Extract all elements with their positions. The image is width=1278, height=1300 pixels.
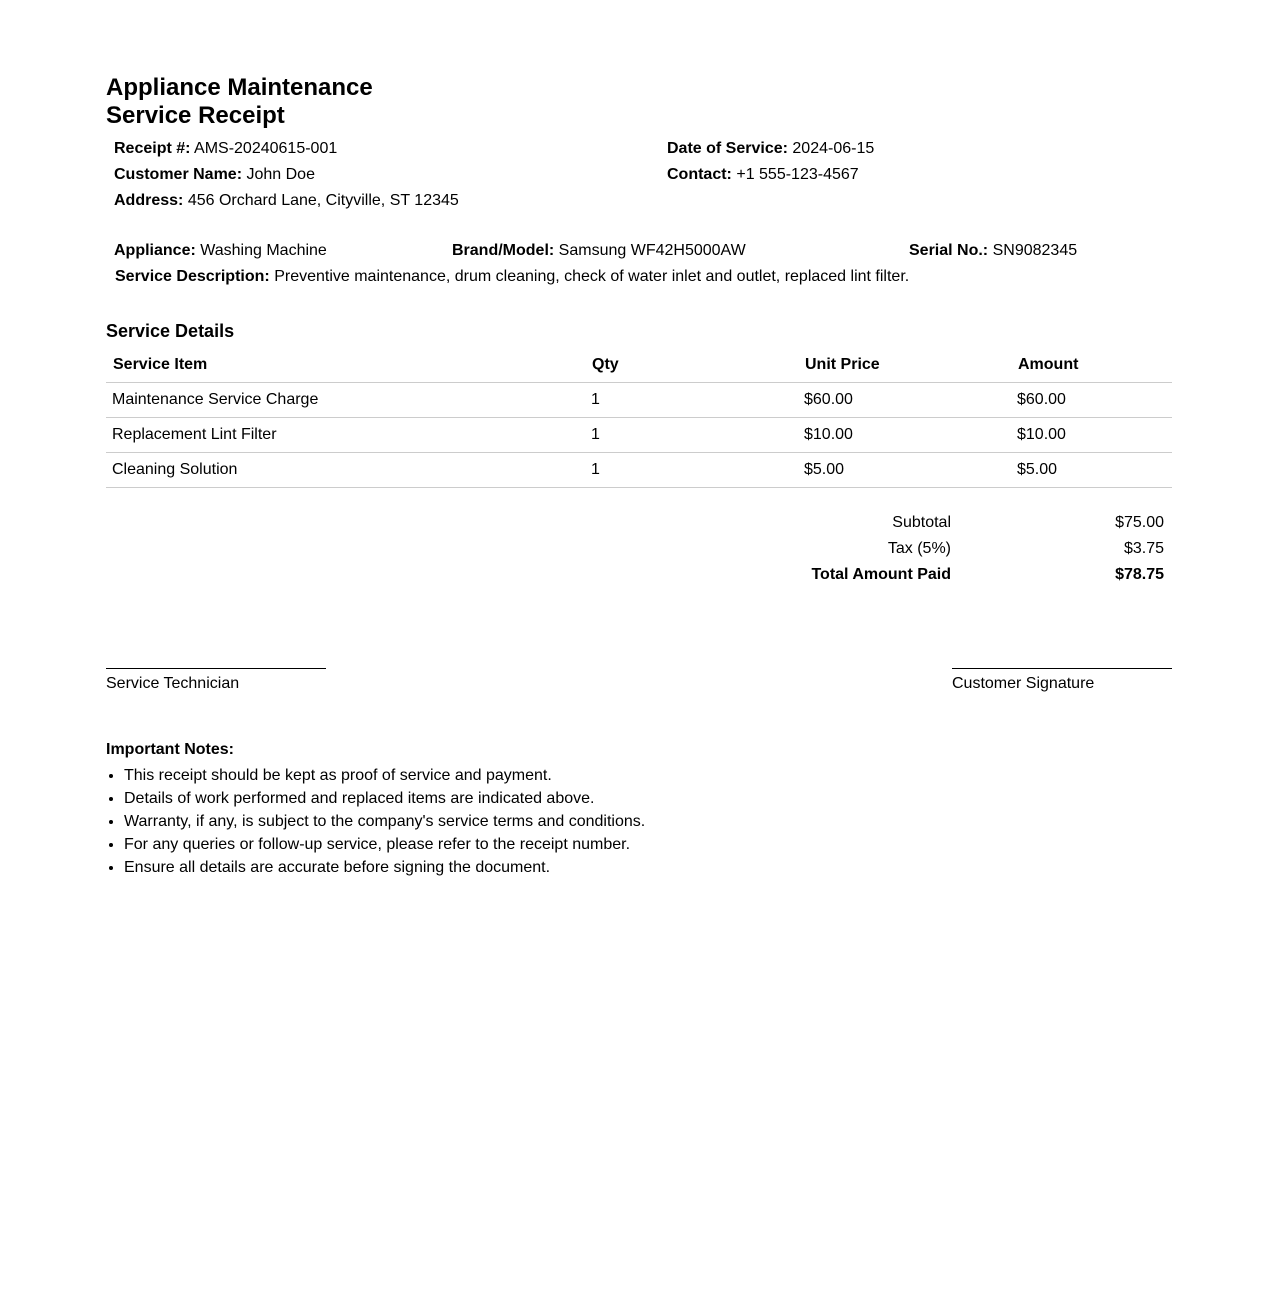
service-description-label: Service Description: <box>115 268 270 285</box>
brand-model-value: Samsung WF42H5000AW <box>558 242 746 259</box>
serial-number <box>909 242 1077 260</box>
brand-model-label: Brand/Model: <box>452 242 555 259</box>
service-details-table <box>106 356 1172 488</box>
appliance-value: Washing Machine <box>200 242 327 259</box>
cell-service-item: Maintenance Service Charge <box>106 383 585 418</box>
list-item: • Warranty, if any, is subject to the company's service terms and conditions. <box>124 810 1172 833</box>
service-description-value: Preventive maintenance, drum cleaning, check of water inlet and outlet, replaced lint filter. <box>274 268 910 285</box>
service-date-label: Date of Service: <box>667 140 788 157</box>
brand-model <box>452 242 746 260</box>
list-item: • For any queries or follow-up service, please refer to the receipt number. <box>124 833 1172 856</box>
service-date <box>667 140 874 158</box>
total-value: $78.75 <box>1115 566 1164 583</box>
subtotal-label: Subtotal <box>892 514 951 531</box>
service-details-title: Service Details <box>106 321 235 341</box>
tax-value: $3.75 <box>1123 540 1164 557</box>
notes-list <box>106 764 1172 879</box>
column-header-qty: Qty <box>585 356 798 383</box>
serial-number-label: Serial No.: <box>909 242 989 259</box>
service-description <box>115 268 909 286</box>
cell-amount: $60.00 <box>1011 383 1172 418</box>
title-line-2: Service Receipt <box>106 102 285 129</box>
customer-signature-label: Customer Signature <box>952 675 1095 692</box>
receipt-page <box>106 74 1172 879</box>
cell-service-item: Replacement Lint Filter <box>106 418 585 453</box>
signature-section <box>106 668 1172 708</box>
page-title <box>106 74 1172 130</box>
contact-label: Contact: <box>667 166 732 183</box>
serial-number-value: SN9082345 <box>992 242 1078 259</box>
list-item: • Details of work performed and replaced items are indicated above. <box>124 787 1172 810</box>
receipt-number <box>114 140 337 158</box>
customer-name <box>114 166 315 184</box>
table-row <box>106 383 1172 418</box>
technician-signature-line <box>106 668 326 669</box>
column-header-unit-price: Unit Price <box>798 356 1011 383</box>
cell-qty: 1 <box>585 418 798 453</box>
technician-signature-label: Service Technician <box>106 675 240 692</box>
cell-qty: 1 <box>585 383 798 418</box>
cell-amount: $5.00 <box>1011 453 1172 488</box>
list-item: • This receipt should be kept as proof of service and payment. <box>124 764 1172 787</box>
customer-signature-line <box>952 668 1172 669</box>
tax-row <box>764 540 1164 566</box>
total-label: Total Amount Paid <box>811 566 951 583</box>
customer-address <box>114 192 459 210</box>
receipt-number-value: AMS-20240615-001 <box>194 140 338 157</box>
table-row <box>106 418 1172 453</box>
cell-amount: $10.00 <box>1011 418 1172 453</box>
tax-label: Tax (5%) <box>887 540 951 557</box>
customer-signature <box>952 668 1172 693</box>
receipt-info <box>106 140 1172 218</box>
address-label: Address: <box>114 192 184 209</box>
table-row <box>106 453 1172 488</box>
customer-name-value: John Doe <box>246 166 315 183</box>
customer-contact <box>667 166 859 184</box>
important-notes <box>106 740 1172 879</box>
column-header-amount: Amount <box>1011 356 1172 383</box>
appliance-type <box>114 242 327 260</box>
notes-title: Important Notes: <box>106 741 234 758</box>
contact-value: +1 555-123-4567 <box>736 166 859 183</box>
customer-name-label: Customer Name: <box>114 166 243 183</box>
technician-signature <box>106 668 326 693</box>
table-header-row <box>106 356 1172 383</box>
subtotal-value: $75.00 <box>1115 514 1164 531</box>
appliance-label: Appliance: <box>114 242 196 259</box>
totals-section <box>106 514 1172 604</box>
title-line-1: Appliance Maintenance <box>106 74 373 101</box>
appliance-info <box>106 242 1172 294</box>
cell-unit-price: $60.00 <box>798 383 1011 418</box>
column-header-service-item: Service Item <box>106 356 585 383</box>
cell-service-item: Cleaning Solution <box>106 453 585 488</box>
subtotal-row <box>764 514 1164 540</box>
address-value: 456 Orchard Lane, Cityville, ST 12345 <box>187 192 459 209</box>
cell-unit-price: $10.00 <box>798 418 1011 453</box>
cell-qty: 1 <box>585 453 798 488</box>
total-row <box>764 566 1164 592</box>
list-item: • Ensure all details are accurate before signing the document. <box>124 856 1172 879</box>
cell-unit-price: $5.00 <box>798 453 1011 488</box>
service-date-value: 2024-06-15 <box>792 140 875 157</box>
receipt-number-label: Receipt #: <box>114 140 191 157</box>
